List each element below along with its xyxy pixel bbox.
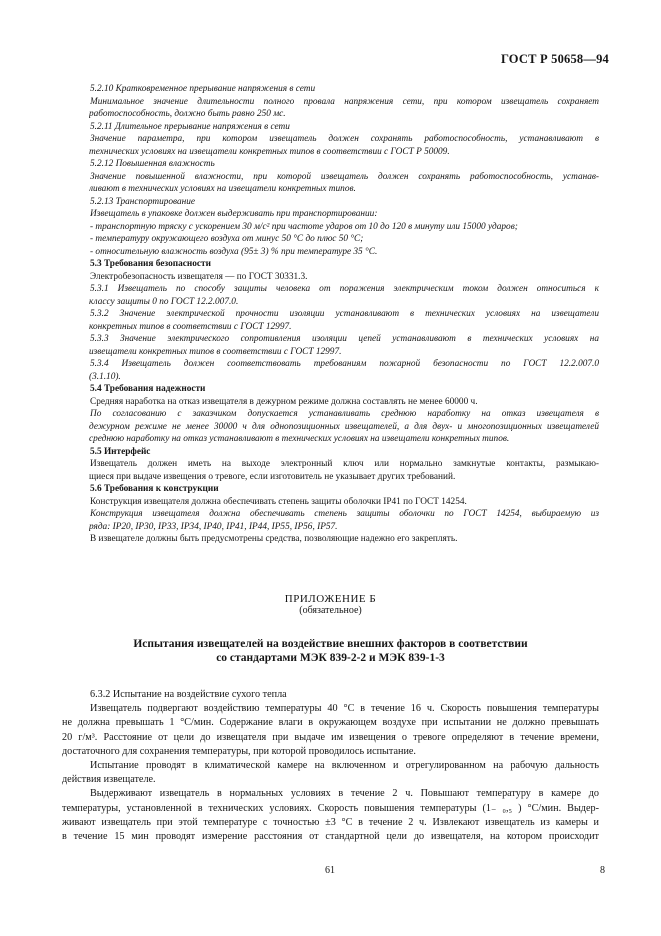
section5-line: Извещатель в упаковке должен выдерживать при транспортировании:: [90, 209, 378, 219]
section5-line: дежурном режиме не менее 30000 ч для однопозиционных извещателей, а для двух- и многопозиционных извещателей: [89, 421, 599, 432]
section5-line: 5.3.1 Извещатель по способу защиты человека от поражения электрическим током должен относиться к: [90, 284, 599, 294]
section5-line: 5.4 Требования надежности: [90, 384, 206, 394]
annex-line: 6.3.2 Испытание на воздействие сухого тепла: [90, 689, 287, 700]
page-number-center: 61: [325, 865, 335, 876]
annex-line: 20 г/м³. Расстояние от цели до извещателя при выдаче им извещения о тревоге определяют в течение времени,: [62, 731, 599, 743]
section5-line: В извещателе должны быть предусмотрены средства, позволяющие надежно его закреплять.: [90, 534, 458, 544]
section5-line: 5.3.2 Значение электрической прочности изоляции устанавливают в технических условиях на извещатели: [90, 309, 599, 319]
annex-line: температуры, установленной в технических условиях. Скорость повышения температуры (1₋ ₀,₅ ) °С/мин. Выдер-: [62, 802, 599, 814]
section5-line: Извещатель должен иметь на выходе электронный ключ или нормально замкнутые контакты, размыкаю-: [90, 459, 599, 469]
annex-line: в течение 15 мин проводят измерение расстояния от стандартной цели до извещателя, на котором происходит: [62, 831, 599, 843]
annex-text: [62, 688, 599, 844]
section5-line: щиеся при выдаче извещения о тревоге, если изготовитель не указывает других требований.: [89, 471, 456, 482]
section5-line: Значение параметра, при котором извещатель должен сохранять работоспособность, устанавливают в: [90, 134, 599, 144]
section5-line: - транспортную тряску с ускорением 30 м/с² при частоте ударов от 10 до 120 в минуту или 15000 ударов;: [90, 221, 518, 232]
section5-line: Конструкция извещателя должна обеспечивать степень защиты оболочки IP41 по ГОСТ 14254.: [90, 496, 467, 507]
section5-line: 5.3.4 Извещатель должен соответствовать требованиям пожарной безопасности по ГОСТ 12.2.007.0: [90, 359, 599, 369]
section5-line: (3.1.10).: [89, 371, 121, 382]
annex-line: Выдерживают извещатель в нормальных условиях в течение 2 ч. Повышают температуру в камере до: [90, 788, 599, 800]
section5-line: Электробезопасность извещателя — по ГОСТ 30331.3.: [90, 271, 308, 282]
section5-line: среднюю наработку на отказ устанавливают в технических условиях на извещатели конкретных типов.: [89, 434, 510, 444]
section5-line: 5.2.13 Транспортирование: [90, 196, 196, 207]
section5-line: классу защиты 0 по ГОСТ 12.2.007.0.: [89, 296, 239, 307]
section5-line: конкретных типов в соответствии с ГОСТ 12997.: [89, 321, 292, 332]
section5-line: извещатели конкретных типов в соответствии с ГОСТ 12997.: [89, 346, 342, 357]
page-number-right: 8: [600, 865, 605, 876]
appendix-title: ПРИЛОЖЕНИЕ Б: [284, 593, 377, 605]
section5-line: работоспособность, должно быть равно 250 мс.: [89, 109, 286, 119]
section5-line: ряда: IP20, IP30, IP33, IP34, IP40, IP41, IP44, IP55, IP56, IP57.: [89, 521, 338, 532]
section5-line: 5.5 Интерфейс: [90, 446, 151, 457]
section5-line: 5.2.10 Кратковременное прерывание напряжения в сети: [90, 84, 316, 94]
section5-line: - относительную влажность воздуха (95± 3) % при температуре 35 °С.: [90, 246, 378, 257]
section-5-text: [90, 83, 599, 546]
section5-line: 5.2.12 Повышенная влажность: [90, 159, 215, 169]
section5-line: Конструкция извещателя должна обеспечивать степень защиты оболочки по ГОСТ 14254, выбираемую из: [90, 509, 599, 519]
appendix-heading-line-1: Испытания извещателей на воздействие внешних факторов в соответствии: [133, 638, 528, 650]
section5-line: 5.6 Требования к конструкции: [90, 484, 219, 494]
document-code-header: ГОСТ Р 50658—94: [500, 52, 609, 66]
section5-line: Значение повышенной влажности, при которой извещатель должен сохранять работоспособность, устанав-: [90, 171, 599, 182]
annex-line: не должна превышать 1 °С/мин. Содержание влаги в окружающем воздухе при испытании не должно превышать: [62, 717, 599, 729]
annex-line: живают извещатель при этой температуре с точностью ±3 °С в течение 2 ч. Извлекают извещатель из камеры и: [62, 816, 599, 828]
section5-line: 5.3 Требования безопасности: [90, 259, 211, 269]
section5-line: - температуру окружающего воздуха от минус 50 °С до плюс 50 °С;: [90, 234, 364, 244]
section5-line: 5.3.3 Значение электрического сопротивления изоляции цепей устанавливают в технических условиях на: [90, 334, 599, 344]
appendix-subtitle: (обязательное): [299, 605, 362, 616]
annex-line: Извещатель подвергают воздействию температуры 40 °С в течение 16 ч. Скорость повышения температуры: [90, 703, 599, 715]
section5-line: технических условиях на извещатели конкретных типов в соответствии с ГОСТ Р 50009.: [89, 146, 450, 157]
annex-line: действия извещателе.: [62, 774, 156, 786]
section5-line: ливают в технических условиях на извещатели конкретных типов.: [89, 184, 356, 194]
annex-line: достаточного для сохранения температуры, при которой проводилось испытание.: [62, 745, 416, 757]
appendix-heading-line-2: со стандартами МЭК 839-2-2 и МЭК 839-1-3: [216, 652, 445, 664]
section5-line: Средняя наработка на отказ извещателя в дежурном режиме должна составлять не менее 60000 ч.: [90, 396, 478, 407]
section5-line: По согласованию с заказчиком допускается устанавливать среднюю наработку на отказ извещателя в: [90, 409, 599, 419]
section5-line: Минимальное значение длительности полного провала напряжения сети, при котором извещатель сохраняет: [90, 96, 599, 107]
annex-line: Испытание проводят в климатической камере на включенном и отрегулированном на рабочую дальность: [90, 760, 599, 772]
section5-line: 5.2.11 Длительное прерывание напряжения в сети: [90, 121, 290, 132]
